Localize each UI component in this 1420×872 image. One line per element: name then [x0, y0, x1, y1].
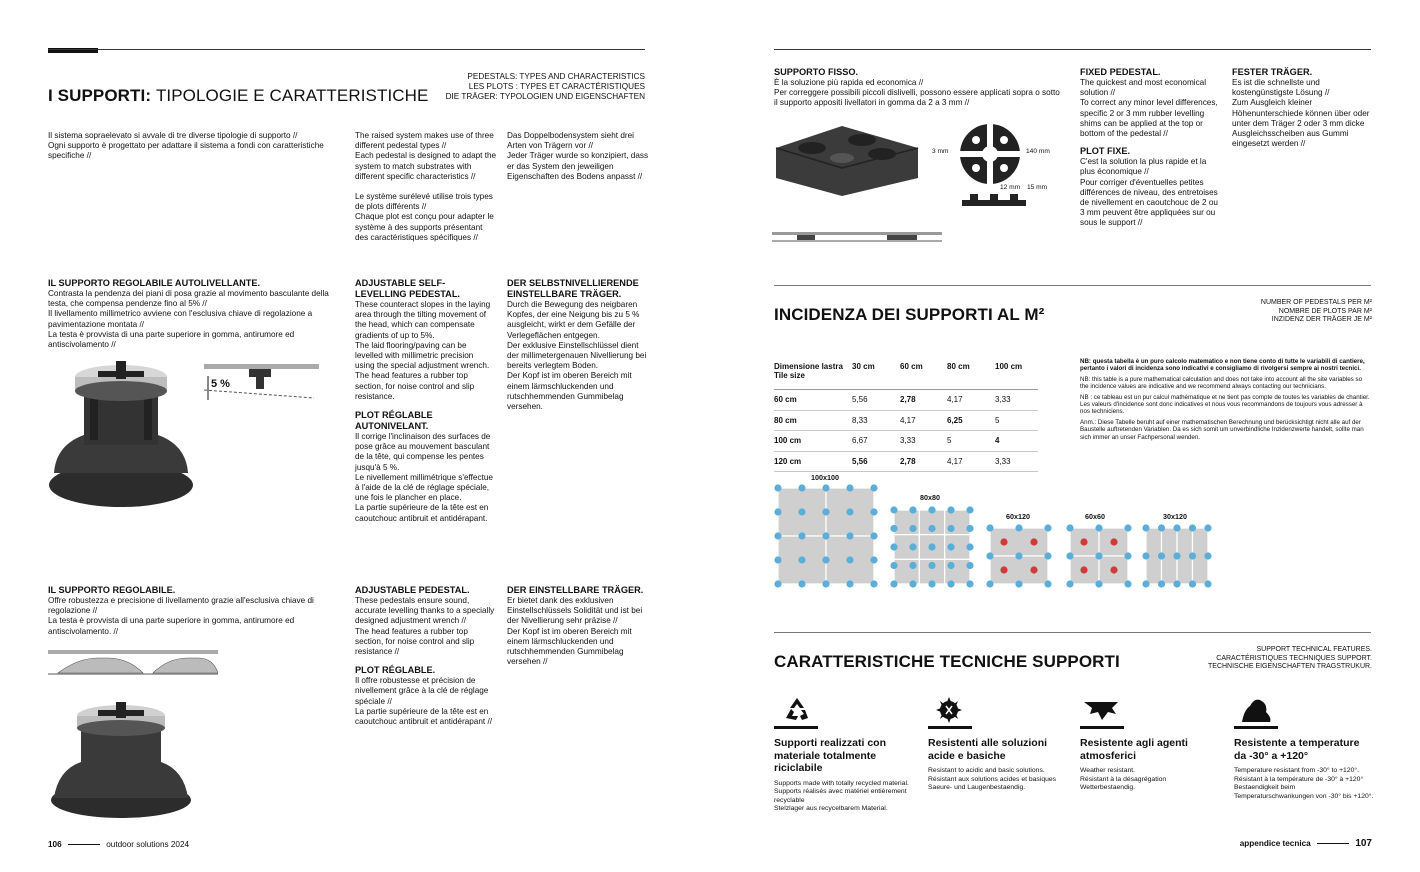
technical-title: CARATTERISTICHE TECNICHE SUPPORTI: [774, 652, 1120, 671]
table-cell: 4,17: [947, 451, 995, 472]
pedestal-dot: [1080, 566, 1087, 573]
pedestal-dot: [947, 525, 954, 532]
pedestal-dot: [822, 556, 829, 563]
pedestal-dot: [822, 508, 829, 515]
page-title: I SUPPORTI: TIPOLOGIE E CARATTERISTICHE: [48, 86, 429, 105]
pedestal-dot: [890, 506, 897, 513]
feature-temperature: Resistente a temperature da -30° a +120° Temperature resistant from -30° to +120°. Résistant à la température de -30° à +120° Bestaendigkeit beim Temperaturschwankungen von -30° bis +120°.: [1234, 696, 1374, 801]
pedestal-dot: [890, 562, 897, 569]
pedestal-dot: [1158, 552, 1165, 559]
grid-label-30x120: 30x120: [1163, 512, 1187, 521]
intro-it: Il sistema sopraelevato si avvale di tre diverse tipologie di supporto // Ogni supporto è progettato per adattare il sistema a fondi con caratteristiche specifiche //: [48, 131, 324, 161]
pedestal-dot: [986, 580, 993, 587]
pedestal-dot: [928, 562, 935, 569]
pedestal-dot: [1000, 566, 1007, 573]
pedestal-dot: [774, 508, 781, 515]
pedestal-dot: [966, 562, 973, 569]
pedestal-dot: [909, 562, 916, 569]
fixed-en-fr: FIXED PEDESTAL. The quickest and most economical solution // To correct any minor level differences, specific 2 or 3 mm rubber levelling shims can be applied at the top or bottom of the pedestal // PLOT FIXE. C'est la solution la plus rapide et la plus économique // Pour corriger d'éventuelles petites différences de niveau, des entretoises de nivellement en caoutchouc de 2 ou 3 mm peuvent être appliquées sur ou sous le support //: [1080, 67, 1218, 228]
pedestal-dot: [1173, 524, 1180, 531]
dim-3mm: 3 mm: [932, 148, 949, 155]
pedestal-dot: [1015, 524, 1022, 531]
pedestal-dot: [1066, 580, 1073, 587]
table-cell: 2,78: [900, 390, 947, 411]
pedestal-dot: [1030, 538, 1037, 545]
pedestal-dot: [870, 508, 877, 515]
pedestal-dot: [1080, 538, 1087, 545]
table-cell: 3,33: [995, 451, 1038, 472]
table-cell: 6,67: [852, 431, 900, 452]
feature-weather: Resistente agli agenti atmosferici Weather resistant. Résistant à la désagrégation Wetterbestaendig.: [1080, 696, 1220, 793]
tile: [990, 528, 1048, 556]
footer-left: 106 outdoor solutions 2024: [48, 840, 190, 849]
pedestal-dot: [870, 580, 877, 587]
pedestal-dot: [1044, 580, 1051, 587]
incidence-subtitles: NUMBER OF PEDESTALS PER M² NOMBRE DE PLOTS PAR M² INZIDENZ DER TRÄGER JE M²: [1260, 299, 1372, 324]
table-cell: 5: [947, 431, 995, 452]
dim-12mm: 12 mm: [1000, 184, 1021, 191]
table-header-cell: 100 cm: [995, 362, 1038, 390]
pedestal-dot: [1204, 552, 1211, 559]
pedestal-dot: [928, 543, 935, 550]
pedestal-dot: [1044, 524, 1051, 531]
section-subtitles: PEDESTALS: TYPES AND CHARACTERISTICS LES PLOTS : TYPES ET CARACTÉRISTIQUES DIE TRÄGER: TYPOLOGIEN UND EIGENSCHAFTEN: [445, 72, 645, 102]
pedestal-dot: [798, 532, 805, 539]
pedestal-dot: [774, 556, 781, 563]
pedestal-dot: [870, 556, 877, 563]
pedestal-dot: [890, 543, 897, 550]
pedestal-dot: [1158, 580, 1165, 587]
pedestal-dot: [1124, 580, 1131, 587]
pedestal-dot: [846, 580, 853, 587]
pedestal-dot: [966, 580, 973, 587]
pedestal-dot: [1110, 538, 1117, 545]
table-header-cell: Dimensione lastra Tile size: [774, 362, 852, 390]
self-levelling-de: DER SELBSTNIVELLIERENDE EINSTELLBARE TRÄGER. Durch die Bewegung des neigbaren Kopfes, der eine Neigung bis zu 5 % ausgleicht, wirkt er dem Gefälle der Verlegeflächen entgegen. Der exklusive Einstellschlüssel dient der millimetergenauen Nivellierung bei bereits verlegtem Boden. Der Kopf ist im oberen Bereich mit einem lärmschluckenden und rutschhemmenden Gummibelag versehen.: [507, 278, 647, 412]
pedestal-dot: [1000, 538, 1007, 545]
pedestal-dot: [798, 556, 805, 563]
pedestal-dot: [909, 580, 916, 587]
grid-label-80x80: 80x80: [920, 493, 940, 502]
pedestal-dot: [798, 580, 805, 587]
pedestal-dot: [1015, 552, 1022, 559]
pedestal-dot: [846, 556, 853, 563]
table-header-cell: 60 cm: [900, 362, 947, 390]
table-header-row: [774, 362, 1038, 390]
pedestal-dot: [1124, 524, 1131, 531]
self-levelling-pedestal-image: [46, 355, 196, 510]
weather-icon: [1082, 698, 1120, 724]
pedestal-dot: [1142, 524, 1149, 531]
pedestal-dot: [890, 525, 897, 532]
acid-resistance-icon: [934, 696, 964, 724]
pedestal-dot: [928, 506, 935, 513]
table-cell: 3,33: [900, 431, 947, 452]
table-cell: 5,56: [852, 390, 900, 411]
pedestal-dot: [1204, 524, 1211, 531]
recycle-icon: [782, 696, 812, 722]
pedestal-dot: [1030, 566, 1037, 573]
pedestal-dot: [774, 484, 781, 491]
pedestal-dot: [986, 524, 993, 531]
pedestal-dot: [986, 552, 993, 559]
table-cell: 60 cm: [774, 390, 852, 411]
adjustable-de: DER EINSTELLBARE TRÄGER. Er bietet dank des exklusiven Einstellschlüssels Solidität und ist bei der Nivellierung sehr präzise // Der Kopf ist im oberen Bereich mit einem lärmschluckenden und rutschhemmenden Gummibelag versehen //: [507, 585, 644, 667]
pedestal-dot: [1095, 552, 1102, 559]
pedestal-dot: [1189, 524, 1196, 531]
table-cell: 8,33: [852, 410, 900, 431]
pedestal-dot: [928, 525, 935, 532]
tile-grids-illustration: [770, 482, 1380, 594]
pedestal-dot: [947, 506, 954, 513]
pedestal-dot: [1158, 524, 1165, 531]
pedestal-dot: [846, 508, 853, 515]
table-header-cell: 30 cm: [852, 362, 900, 390]
pedestal-dot: [822, 580, 829, 587]
table-cell: 3,33: [995, 390, 1038, 411]
pedestal-dot: [798, 508, 805, 515]
pedestal-dot: [798, 484, 805, 491]
self-levelling-it: IL SUPPORTO REGOLABILE AUTOLIVELLANTE. Contrasta la pendenza dei piani di posa grazie al movimento basculante della testa, che compensa pendenze fino al 5% // Il livellamento millimetrico avviene con l'esclusiva chiave di regolazione a pavimentazione montata // La testa è provvista di una parte superiore in gomma, antirumore ed antiscivolamento //: [48, 278, 329, 350]
pedestal-dot: [966, 543, 973, 550]
footer-right: appendice tecnica 107: [1239, 838, 1372, 849]
pedestal-dot: [774, 580, 781, 587]
pedestal-dot: [1124, 552, 1131, 559]
pedestal-dot: [947, 543, 954, 550]
table-row: [774, 390, 1038, 411]
pedestal-dot: [870, 484, 877, 491]
pedestal-dot: [1189, 580, 1196, 587]
table-row: [774, 431, 1038, 452]
pedestal-dot: [1173, 580, 1180, 587]
table-row: [774, 451, 1038, 472]
pedestal-dot: [966, 525, 973, 532]
table-cell: 4,17: [900, 410, 947, 431]
self-levelling-en-fr: ADJUSTABLE SELF-LEVELLING PEDESTAL. These counteract slopes in the laying area through the tilting movement of the head, which can compensate gradients of up to 5%. The laid flooring/paving can be levelled with millimetric precision using the special adjustment wrench. The head features a rubber top section, for noise control and slip resistance. PLOT RÉGLABLE AUTONIVELANT. Il corrige l'inclinaison des surfaces de pose grâce au mouvement basculant de la tête, qui compense les pentes jusqu'à 5 %. Le nivellement millimétrique s'effectue à l'aide de la clé de réglage spéciale, une fois le plancher en place. La partie supérieure de la tête est en caoutchouc antibruit et antidérapant.: [355, 278, 493, 523]
fixed-pedestal-image: [772, 118, 922, 198]
pedestal-dot: [1110, 566, 1117, 573]
pedestal-dot: [1173, 552, 1180, 559]
feature-acid: Resistenti alle soluzioni acide e basiche Resistant to acidic and basic solutions. Résistant aux solutions acides et basiques Saeure- und Laugenbestaendig.: [928, 696, 1068, 793]
pedestal-dot: [966, 506, 973, 513]
feature-recycle: Supporti realizzati con materiale totalmente riciclabile Supports made with totally recycled material. Supports réalisés avec matériel entièrement recyclable Stelzlager aus recycelbarem Material.: [774, 696, 914, 814]
fixed-pedestal-side-view: [960, 192, 1030, 210]
incidence-title: INCIDENZA DEI SUPPORTI AL M²: [774, 305, 1045, 324]
pedestal-dot: [822, 484, 829, 491]
pedestal-dot: [1189, 552, 1196, 559]
fixed-pedestal-top-view: [956, 120, 1026, 190]
pedestal-dot: [928, 580, 935, 587]
table-row: [774, 410, 1038, 431]
pedestal-dot: [822, 532, 829, 539]
adjustable-section-diagram: [48, 648, 218, 678]
temperature-icon: [1238, 696, 1274, 724]
pedestal-dot: [1095, 524, 1102, 531]
pedestal-dot: [909, 543, 916, 550]
table-cell: 100 cm: [774, 431, 852, 452]
table-cell: 5,56: [852, 451, 900, 472]
header-rule-right: [774, 49, 1371, 50]
table-cell: 4: [995, 431, 1038, 452]
pedestal-dot: [909, 506, 916, 513]
incidence-notes: NB: questa tabella è un puro calcolo matematico e non tiene conto di tutte le variabili di cantiere, pertanto i valori di incidenza sono indicativi e consigliamo di rivolgersi sempre ai nostri tecnici. NB: this table is a pure mathematical calculation and does not take into account all the site variables so the incidence values are indicative and we recommend always contacting our technicians. NB : ce tableau est un pur calcul mathématique et ne tient pas compte de toutes les variables de chantier. Les valeurs d'incidence sont donc indicatives et nous vous recommandons de toujours vous adresser à nos techniciens. Anm.: Diese Tabelle beruht auf einer mathematischen Berechnung und berücksichtigt nicht alle auf der Baustelle auftretenden Variablen. Da es sich somit um unverbindliche Inzidenzwerte handelt, sollte man sich immer an unser Fachpersonal wenden.: [1080, 358, 1370, 441]
header-rule: [48, 49, 645, 50]
pedestal-dot: [1204, 580, 1211, 587]
adjustable-it: IL SUPPORTO REGOLABILE. Offre robustezza e precisione di livellamento grazie all'esclusiva chiave di regolazione // La testa è provvista di una parte superiore in gomma, antirumore ed antiscivolamento. //: [48, 585, 314, 636]
tile: [990, 556, 1048, 584]
dim-15mm: 15 mm: [1027, 184, 1048, 191]
table-cell: 4,17: [947, 390, 995, 411]
pedestal-dot: [1142, 580, 1149, 587]
grid-label-100x100: 100x100: [811, 473, 839, 482]
pedestal-dot: [1015, 580, 1022, 587]
pedestal-dot: [947, 562, 954, 569]
technical-subtitles: SUPPORT TECHNICAL FEATURES. CARACTÉRISTIQUES TECHNIQUES SUPPORT. TECHNISCHE EIGENSCHAFTEN TRAGSTRUKUR.: [1208, 646, 1372, 671]
intro-en: The raised system makes use of three different pedestal types // Each pedestal is designed to adapt the system to match substrates with different specific characteristics // Le système surélevé utilise trois types de plots différents // Chaque plot est conçu pour adapter le système à des supports présentant des caractéristiques spécifiques //: [355, 131, 497, 242]
adjustable-pedestal-image: [46, 700, 196, 820]
pedestal-dot: [947, 580, 954, 587]
intro-de: Das Doppelbodensystem sieht drei Arten von Trägern vor // Jeder Träger wurde so konzipiert, dass er das System den jeweiligen Eigenschaften des Bodens anpasst //: [507, 131, 649, 181]
table-cell: 2,78: [900, 451, 947, 472]
pedestal-dot: [909, 525, 916, 532]
fixed-section-diagram: [772, 230, 944, 244]
pedestal-dot: [1142, 552, 1149, 559]
pedestal-dot: [870, 532, 877, 539]
pedestal-dot: [846, 484, 853, 491]
slope-label: 5 %: [211, 378, 230, 390]
fixed-de: FESTER TRÄGER. Es ist die schnellste und kostengünstigste Lösung // Zum Ausgleich kleiner Höhenunterschiede können über oder unter dem Träger 2 oder 3 mm dicke Ausgleichsscheiben aus Gummi eingesetzt werden //: [1232, 67, 1370, 149]
pedestal-dot: [1044, 552, 1051, 559]
pedestal-dot: [890, 580, 897, 587]
fixed-it: SUPPORTO FISSO. È la soluzione più rapida ed economica // Per correggere possibili piccoli dislivelli, possono essere applicati sopra o sotto il supporto appositi livellatori in gomma da 2 a 3 mm //: [774, 67, 1060, 108]
adjustable-en-fr: ADJUSTABLE PEDESTAL. These pedestals ensure sound, accurate levelling thanks to a specially designed adjustment wrench // The head features a rubber top section, for noise control and slip resistance // PLOT RÉGLABLE. Il offre robustesse et précision de nivellement grâce à la clé de réglage spéciale // La partie supérieure de la tête est en caoutchouc antibruit et antidérapant //: [355, 585, 495, 727]
pedestal-dot: [1066, 524, 1073, 531]
pedestal-dot: [774, 532, 781, 539]
table-cell: 5: [995, 410, 1038, 431]
table-header-cell: 80 cm: [947, 362, 995, 390]
grid-label-60x60: 60x60: [1085, 512, 1105, 521]
table-cell: 80 cm: [774, 410, 852, 431]
incidence-table: [774, 362, 1038, 472]
pedestal-dot: [846, 532, 853, 539]
grid-label-60x120: 60x120: [1006, 512, 1030, 521]
pedestal-dot: [1066, 552, 1073, 559]
table-cell: 6,25: [947, 410, 995, 431]
technical-rule: [774, 632, 1371, 633]
incidence-rule: [774, 285, 1371, 286]
pedestal-dot: [1095, 580, 1102, 587]
dim-140mm: 140 mm: [1026, 148, 1050, 155]
table-cell: 120 cm: [774, 451, 852, 472]
